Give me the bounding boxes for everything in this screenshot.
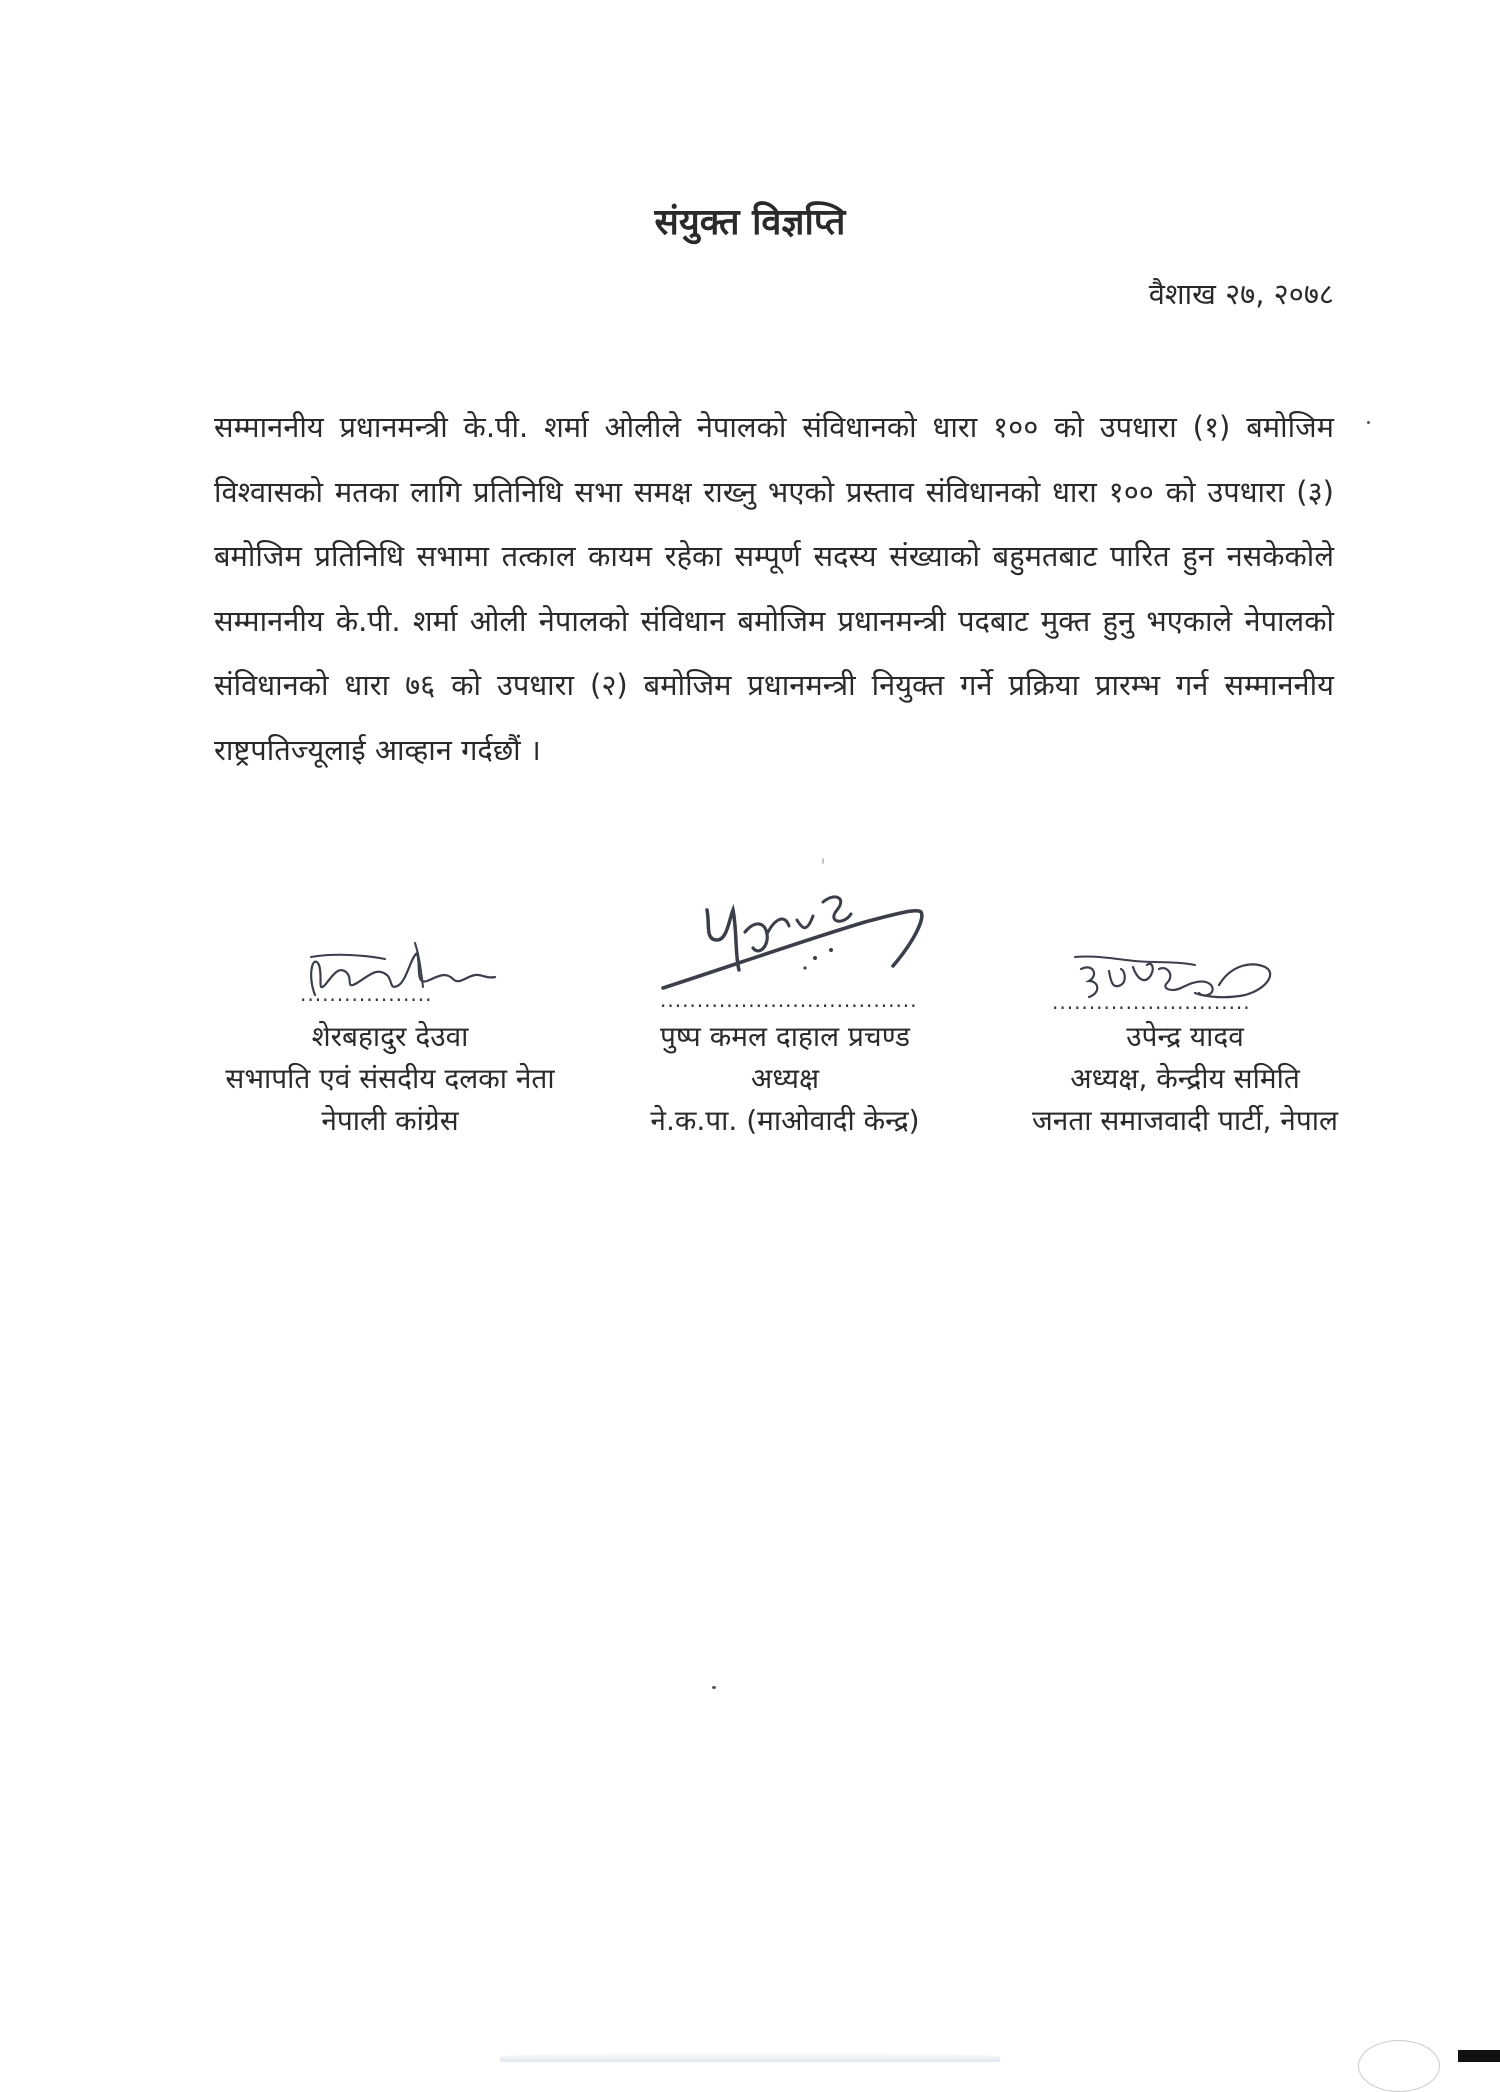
scan-artifact-arc [1358,2040,1440,2092]
signatory-title: सभापति एवं संसदीय दलका नेता [225,1062,555,1095]
signatory-yadav [975,1016,1395,1142]
scan-corner-mark [1458,2050,1500,2062]
statement-body: सम्माननीय प्रधानमन्त्री के.पी. शर्मा ओलीले नेपालको संविधानको धारा १०० को उपधारा (१) बमोजिम विश्वासको मतका लागि प्रतिनिधि सभा समक्ष राख्नु भएको प्रस्ताव संविधानको धारा १०० को उपधारा (३) बमोजिम प्रतिनिधि सभामा तत्काल कायम रहेका सम्पूर्ण सदस्य संख्याको बहुमतबाट पारित हुन नसकेकोले सम्माननीय के.पी. शर्मा ओली नेपालको संविधान बमोजिम प्रधानमन्त्री पदबाट मुक्त हुनु भएकाले नेपालको संविधानको धारा ७६ को उपधारा (२) बमोजिम प्रधानमन्त्री नियुक्त गर्ने प्रक्रिया प्रारम्भ गर्न सम्माननीय राष्ट्रपतिज्यूलाई आव्हान गर्दछौं । [214,410,1334,767]
signatory-deuba [180,1016,600,1142]
signatory-organization: जनता समाजवादी पार्टी, नेपाल [1032,1104,1338,1137]
signatory-organization: ने.क.पा. (माओवादी केन्द्र) [650,1104,920,1137]
signature-prachanda [655,870,935,995]
signatory-name: शेरबहादुर देउवा [311,1020,469,1053]
scan-speck [822,858,824,864]
document-date: वैशाख २७, २०७८ [1148,277,1334,311]
signature-line-deuba: .................. [300,982,433,1006]
signature-line-yadav: ........................... [1052,990,1251,1014]
signature-line-prachanda: ................................... [660,988,918,1012]
document-title: संयुक्त विज्ञप्ति [654,202,846,243]
signatory-title: अध्यक्ष [750,1062,820,1095]
signatory-name: पुष्प कमल दाहाल प्रचण्ड [660,1020,910,1053]
signatory-prachanda [605,1016,965,1142]
scan-shadow [500,2052,1000,2062]
signatory-name: उपेन्द्र यादव [1126,1020,1244,1053]
scan-speck [1367,421,1370,424]
signatory-organization: नेपाली कांग्रेस [321,1104,459,1137]
signatory-title: अध्यक्ष, केन्द्रीय समिति [1070,1062,1300,1095]
scan-speck [712,1686,716,1689]
